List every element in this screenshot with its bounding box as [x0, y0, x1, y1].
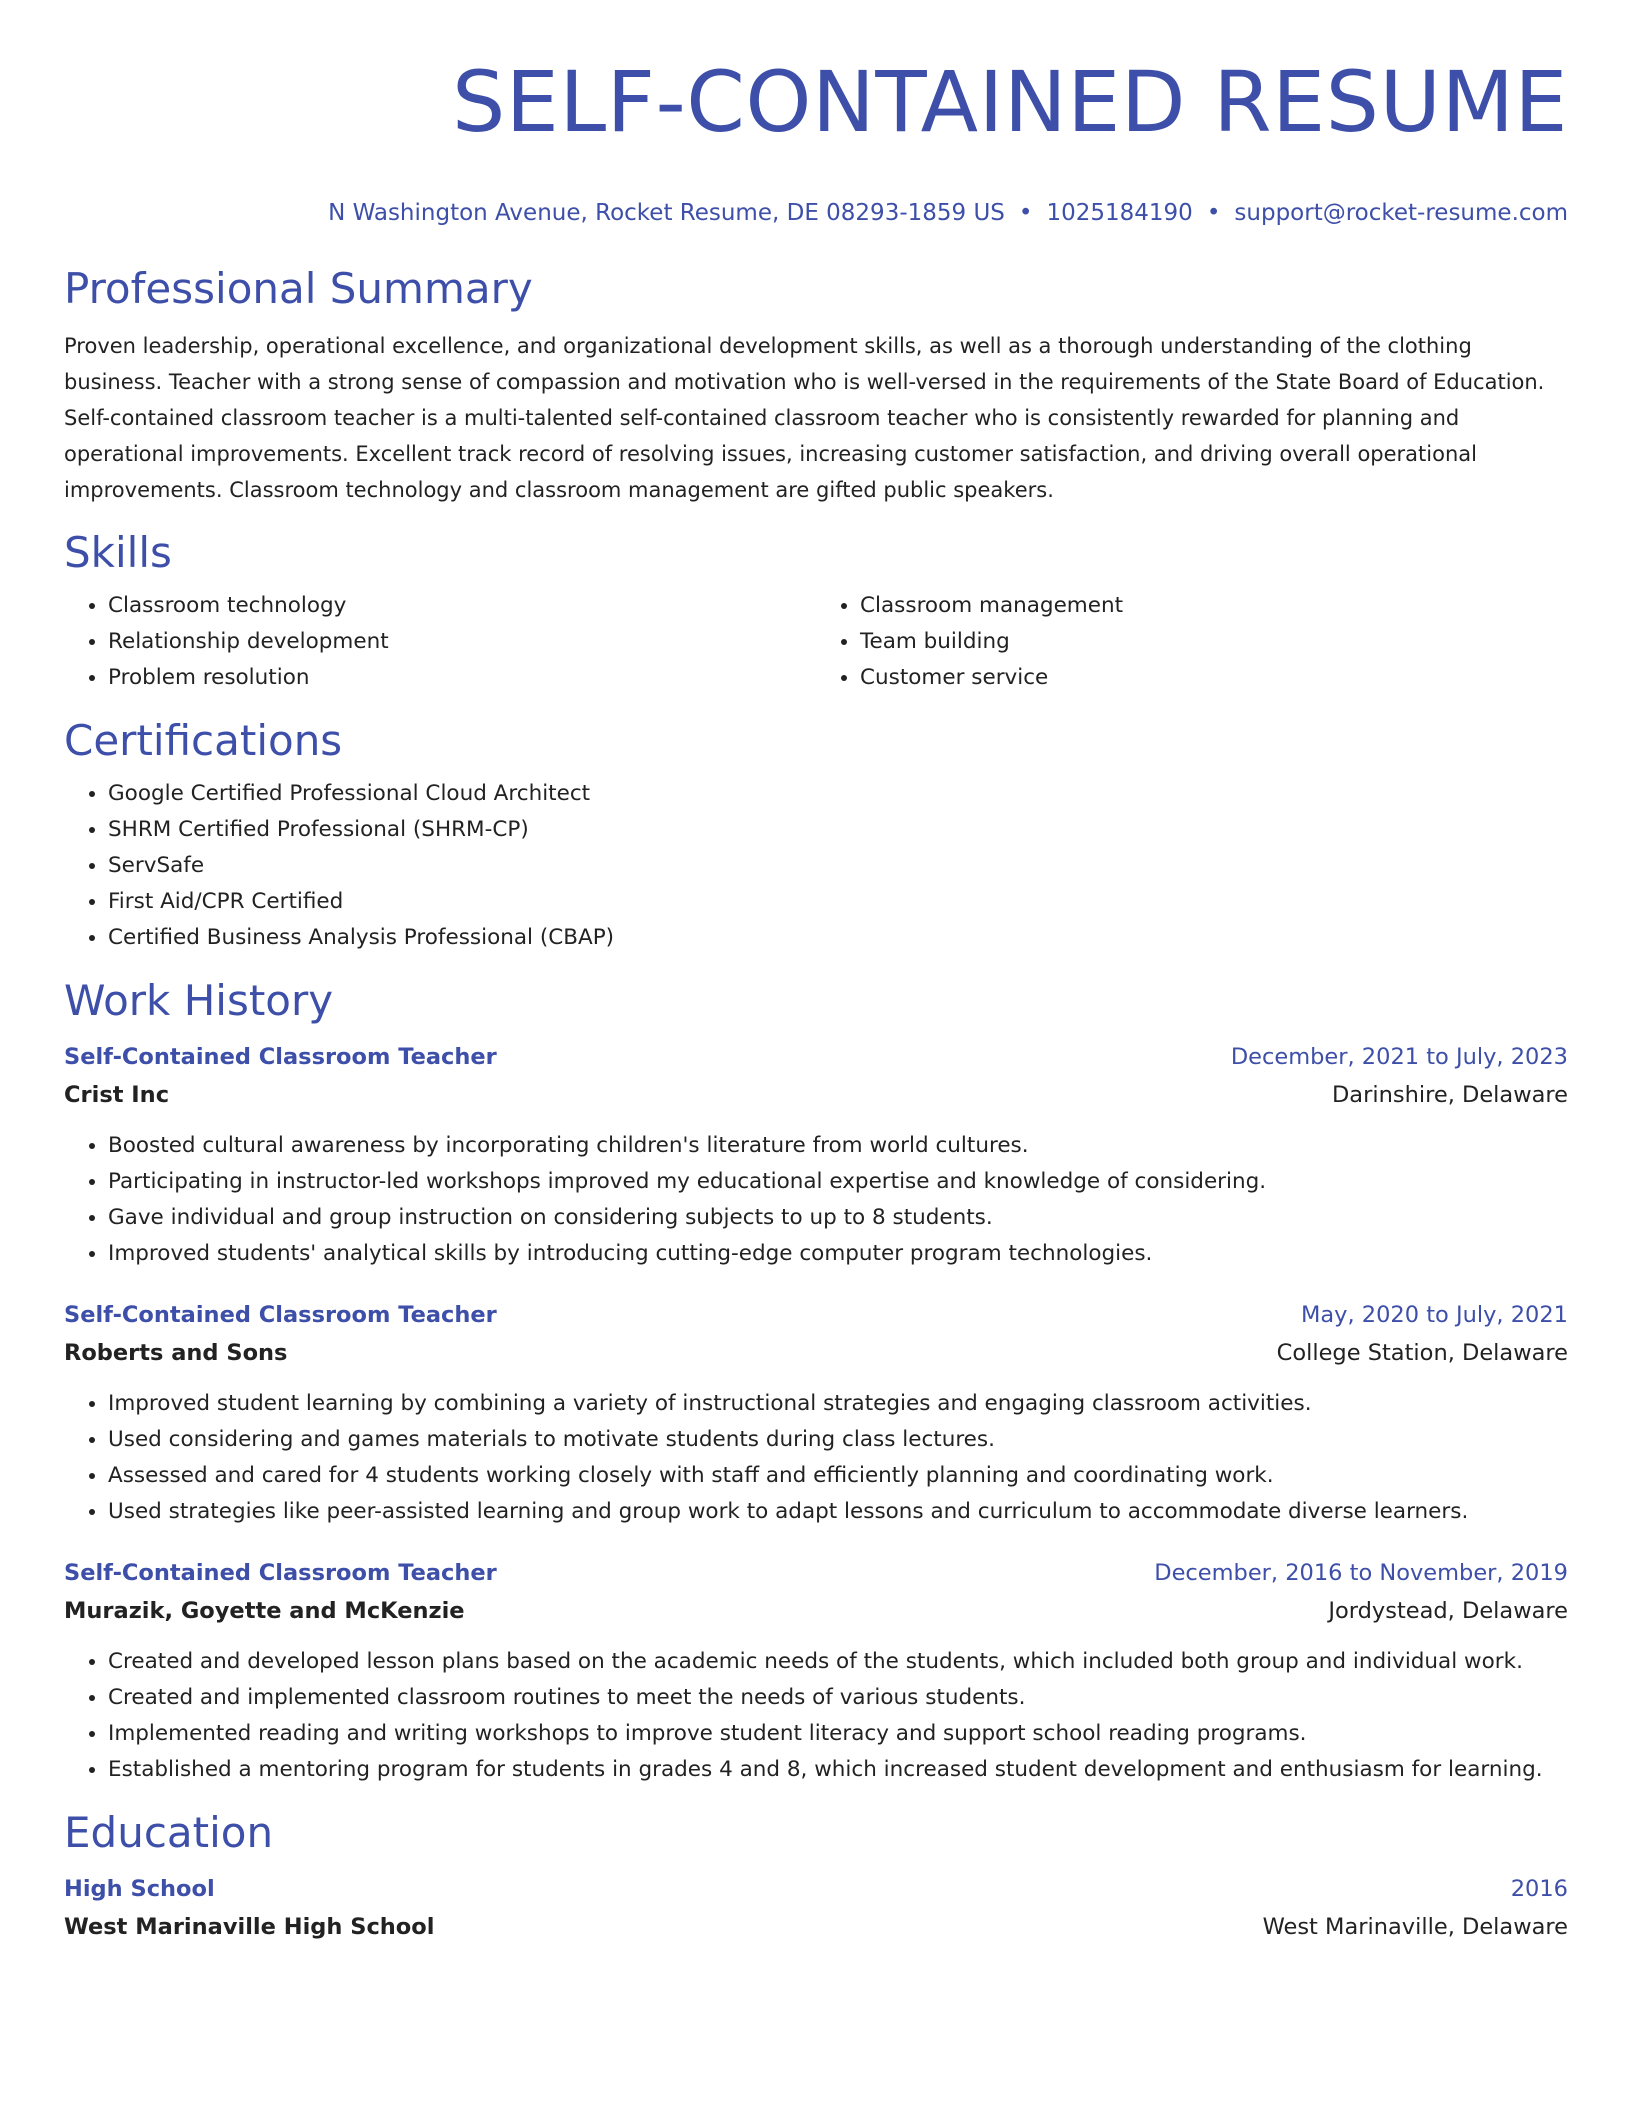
job-entry: [64, 1038, 1568, 1272]
job-bullet: • Implemented reading and writing workshops to improve student literacy and support school reading programs.: [108, 1716, 1568, 1752]
job-bullet: • Used strategies like peer-assisted learning and group work to adapt lessons and curriculum to accommodate diverse learners.: [108, 1494, 1568, 1530]
job-title: Self-Contained Classroom Teacher: [64, 1302, 497, 1328]
job-title: Self-Contained Classroom Teacher: [64, 1560, 497, 1586]
job-bullets: [64, 1644, 1568, 1788]
job-dates: December, 2021 to July, 2023: [1230, 1044, 1568, 1070]
skills-section: [64, 528, 1568, 696]
skill-item: • Customer service: [860, 660, 1568, 696]
skill-item: • Problem resolution: [108, 660, 816, 696]
skills-heading: Skills: [64, 528, 172, 577]
contact-address: N Washington Avenue, Rocket Resume, DE 08293-1859 US: [328, 200, 1005, 226]
job-bullets: [64, 1386, 1568, 1530]
contact-line: [64, 198, 1568, 228]
skill-item: • Classroom technology: [108, 588, 816, 624]
job-bullet: • Improved students' analytical skills by introducing cutting-edge computer program technologies.: [108, 1236, 1568, 1272]
job-company: Crist Inc: [64, 1082, 170, 1108]
education-section: [64, 1808, 1568, 1946]
work-heading: Work History: [64, 976, 334, 1025]
contact-email[interactable]: support@rocket-resume.com: [1234, 200, 1568, 226]
job-entry: [64, 1296, 1568, 1530]
job-location: Darinshire, Delaware: [1331, 1082, 1568, 1108]
job-bullet: • Participating in instructor-led workshops improved my educational expertise and knowledge of considering.: [108, 1164, 1568, 1200]
education-heading: Education: [64, 1808, 274, 1857]
education-degree: High School: [64, 1876, 215, 1902]
certification-item: • ServSafe: [108, 848, 1568, 884]
job-company: Roberts and Sons: [64, 1340, 288, 1366]
contact-phone: 1025184190: [1046, 200, 1193, 226]
job-bullet: • Assessed and cared for 4 students working closely with staff and efficiently planning and coordinating work.: [108, 1458, 1568, 1494]
job-bullets: [64, 1128, 1568, 1272]
certification-item: • First Aid/CPR Certified: [108, 884, 1568, 920]
skills-list-right: [816, 588, 1568, 696]
job-bullet: • Gave individual and group instruction on considering subjects to up to 8 students.: [108, 1200, 1568, 1236]
job-bullet: • Created and developed lesson plans based on the academic needs of the students, which included both group and individual work.: [108, 1644, 1568, 1680]
certification-item: • SHRM Certified Professional (SHRM-CP): [108, 812, 1568, 848]
certifications-heading: Certifications: [64, 716, 343, 765]
summary-heading: Professional Summary: [64, 264, 533, 313]
job-dates: December, 2016 to November, 2019: [1154, 1560, 1568, 1586]
job-bullet: • Established a mentoring program for students in grades 4 and 8, which increased student development and enthusiasm for learning.: [108, 1752, 1568, 1788]
education-school: West Marinaville High School: [64, 1914, 435, 1940]
job-dates: May, 2020 to July, 2021: [1300, 1302, 1568, 1328]
summary-section: [64, 264, 1568, 508]
job-company: Murazik, Goyette and McKenzie: [64, 1598, 465, 1624]
education-year: 2016: [1510, 1876, 1568, 1902]
contact-separator: •: [1206, 200, 1221, 226]
job-bullet: • Created and implemented classroom routines to meet the needs of various students.: [108, 1680, 1568, 1716]
certification-item: • Certified Business Analysis Professional (CBAP): [108, 920, 1568, 956]
job-bullet: • Used considering and games materials to motivate students during class lectures.: [108, 1422, 1568, 1458]
skill-item: • Relationship development: [108, 624, 816, 660]
skill-item: • Team building: [860, 624, 1568, 660]
job-bullet: • Boosted cultural awareness by incorporating children's literature from world cultures.: [108, 1128, 1568, 1164]
work-section: [64, 976, 1568, 1788]
job-bullet: • Improved student learning by combining a variety of instructional strategies and engaging classroom activities.: [108, 1386, 1568, 1422]
job-location: Jordystead, Delaware: [1328, 1598, 1568, 1624]
certifications-list: [64, 776, 1568, 956]
certification-item: • Google Certified Professional Cloud Architect: [108, 776, 1568, 812]
summary-text: Proven leadership, operational excellence, and organizational development skills, as well as a thorough understanding of the clothing business. Teacher with a strong sense of compassion and motivation who is well-versed in the requirements of the State Board of Education. Self-contained classroom teacher is a multi-talented self-contained classroom teacher who is consistently rewarded for planning and operational improvements. Excellent track record of resolving issues, increasing customer satisfaction, and driving overall operational improvements. Classroom technology and classroom management are gifted public speakers.: [64, 334, 1545, 502]
job-location: College Station, Delaware: [1276, 1340, 1568, 1366]
contact-separator: •: [1018, 200, 1033, 226]
skills-columns: [64, 588, 1568, 696]
resume-name: SELF-CONTAINED RESUME: [451, 53, 1568, 151]
skill-item: • Classroom management: [860, 588, 1568, 624]
skills-list-left: [64, 588, 816, 696]
certifications-section: [64, 716, 1568, 956]
education-location: West Marinaville, Delaware: [1262, 1914, 1568, 1940]
job-title: Self-Contained Classroom Teacher: [64, 1044, 497, 1070]
job-entry: [64, 1554, 1568, 1788]
